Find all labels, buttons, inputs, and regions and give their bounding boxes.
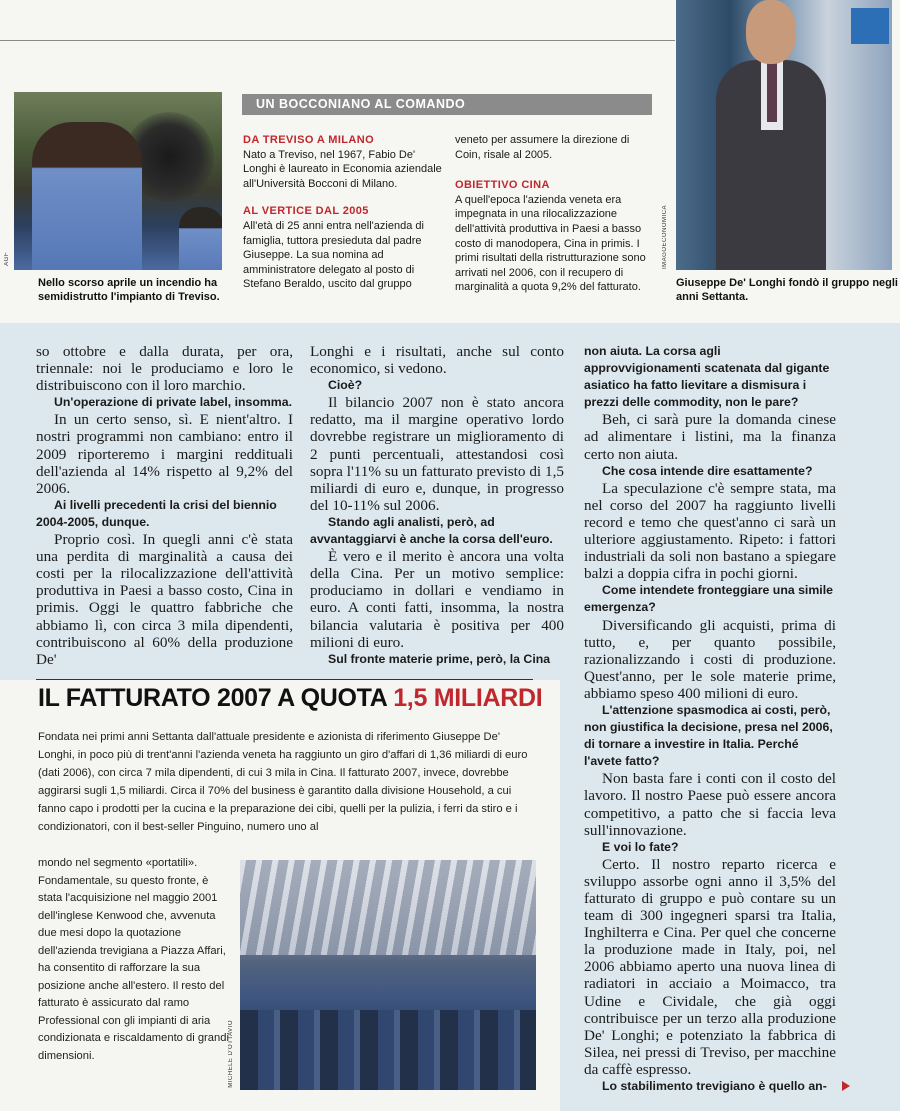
question: Cioè? <box>328 378 363 393</box>
question: Stando agli analisti, però, ad avvantaggiarvi è anche la corsa dell'euro. <box>310 514 553 547</box>
tie-shape <box>767 62 777 122</box>
worker-figure-2 <box>179 207 222 270</box>
headline-rule <box>36 679 533 680</box>
interview-column-1 <box>36 343 293 668</box>
sidebar-header-text: UN BOCCONIANO AL COMANDO <box>256 97 466 111</box>
answer-paragraph: Beh, ci sarà pure la domanda cinese ad alimentare i listini, ma la finanza certo non aiuta. <box>584 411 836 463</box>
article-headline <box>38 684 558 713</box>
question: Che cosa intende dire esattamente? <box>602 463 813 478</box>
factory-roof <box>240 860 536 955</box>
answer-paragraph: La speculazione c'è sempre stata, ma nel corso del 2007 ha raggiunto livelli record e temo che quest'anno ci sarà un ulteriore aggiustamento. Ripeto: i fattori industriali da soli non bastano a spiegare balzi a doppia cifra in pochi giorni. <box>584 479 836 583</box>
sidebar-section-text: Nato a Treviso, nel 1967, Fabio De' Longhi è laureato in Economia aziendale all'Università Bocconi di Milano. <box>243 148 442 190</box>
sidebar-col-right <box>455 133 655 295</box>
answer-paragraph: so ottobre e dalla durata, per ora, triennale: noi le produciamo e loro le distribuiscono con il loro marchio. <box>36 343 293 395</box>
interview-column-3 <box>584 343 836 1095</box>
continue-arrow-icon <box>842 1081 850 1091</box>
interview-column-2 <box>310 343 564 668</box>
answer-paragraph: Non basta fare i conti con il costo del lavoro. Il nostro Paese può essere ancora competitivo, a patto che si faccia leva sull'innovazione. <box>584 770 836 839</box>
sidebar-header <box>242 94 652 115</box>
factory-photo <box>240 860 536 1090</box>
portrait-caption: Giuseppe De' Longhi fondò il gruppo negli anni Settanta. <box>676 277 898 303</box>
sidebar-section-text: All'età di 25 anni entra nell'azienda di famiglia, tuttora presieduta dal padre Giuseppe. La sua nomina ad amministratore delegato al posto di Stefano Beraldo, uscito dal gruppo <box>243 219 424 291</box>
sidebar-section-title: OBIETTIVO CINA <box>455 179 550 192</box>
factory-floor <box>240 1010 536 1090</box>
answer-paragraph: Proprio così. In quegli anni c'è stata una perdita di marginalità a causa dei costi per la rilocalizzazione dell'attività produttiva in Paesi a basso costo, Cina in primis. Oggi le quattro fabbriche che abbiamo lì, con circa 3 mila dipendenti, contribuiscono al 60% della produzione De' <box>36 531 293 668</box>
question: L'attenzione spasmodica ai costi, però, non giustifica la decisione, presa nel 2006, di tornare a investire in Italia. Perché l'avete fatto? <box>584 702 833 769</box>
portrait-credit: IMAGOECONOMICA <box>662 205 668 270</box>
article-narrow-text: mondo nel segmento «portatili». Fondamentale, su questo fronte, è stata l'acquisizione nel maggio 2001 dell'inglese Kenwood che, avvenuta due mesi dopo la quotazione dell'azienda trevigiana a Piazza Affari, ha consentito di rafforzare la sua posizione anche all'estero. Il resto del fatturato è assicurato dal ramo Professional con gli impianti di aria condizionata e riscaldamento di grandi dimensioni. <box>38 857 229 1062</box>
question: Lo stabilimento trevigiano è quello an- <box>602 1079 827 1094</box>
answer-paragraph: Longhi e i risultati, anche sul conto economico, si vedono. <box>310 343 564 378</box>
sidebar-col-left <box>243 133 443 292</box>
portrait-photo <box>676 0 892 270</box>
top-rule <box>0 40 675 41</box>
fire-photo <box>14 92 222 270</box>
fire-photo-credit: AGF <box>4 252 10 266</box>
question: Un'operazione di private label, insomma. <box>54 395 292 410</box>
brand-sign <box>851 8 889 44</box>
sidebar-section-title: DA TREVISO A MILANO <box>243 134 375 146</box>
question: Ai livelli precedenti la crisi del biennio 2004-2005, dunque. <box>36 497 277 529</box>
answer-paragraph: Diversificando gli acquisti, prima di tutto, e, per quanto possibile, razionalizzando i costi di produzione. Quest'anno, per le sole materie prime, abbiamo speso 400 milioni di euro. <box>584 616 836 702</box>
worker-figure <box>32 122 142 270</box>
answer-paragraph: È vero e il merito è ancora una volta della Cina. Per un motivo semplice: produciamo in dollari e vendiamo in euro. A conti fatti, insomma, la nostra bilancia valutaria è positiva per 400 milioni di euro. <box>310 548 564 651</box>
answer-paragraph: Il bilancio 2007 non è stato ancora redatto, ma il margine operativo lordo dovrebbe registrare un miglioramento di 2 punti percentuali, attestandosi così sopra l'11% su un fatturato previsto di 1,5 miliardi di euro e, dunque, in progresso del 10-11% sul 2006. <box>310 394 564 514</box>
question: Sul fronte materie prime, però, la Cina <box>328 651 551 666</box>
answer-paragraph: In un certo senso, sì. E nient'altro. I nostri programmi non cambiano: entro il 2009 riporteremo i margini reddituali dell'azienda al 14% rispetto al 9,2% del 2006. <box>36 411 293 497</box>
question: E voi lo fate? <box>602 839 679 854</box>
sidebar-section-text: veneto per assumere la direzione di Coin, risale al 2005. <box>455 134 630 161</box>
article-wide-text: Fondata nei primi anni Settanta dall'attuale presidente e azionista di riferimento Giuseppe De' Longhi, in poco più di trent'anni l'azienda veneta ha raggiunto un giro d'affari di 1,36 miliardi di euro (dati 2006), con circa 7 mila dipendenti, di cui 3 mila in Cina. Il fatturato 2007, invece, dovrebbe aggirarsi sugli 1,5 miliardi. Circa il 70% del business è garantito dalla divisione Household, a cui fanno capo i prodotti per la cucina e la preparazione dei cibi, quelli per la pulizia, i ferri da stiro e i condizionatori, con il best-seller Pinguino, numero uno al <box>38 731 528 833</box>
head-shape <box>746 0 796 64</box>
sidebar-section-text: A quell'epoca l'azienda veneta era impegnata in una rilocalizzazione dell'attività produttiva in Paesi a basso costo di manodopera, Cina in primis. I primi risultati della ristrutturazione sono arrivati nel 2006, con il recupero di marginalità a quota 9,2% del fatturato. <box>455 193 646 294</box>
question: non aiuta. La corsa agli approvvigionamenti scatenata dal gigante asiatico ha fatto lievitare a dismisura i prezzi delle commodity, non le pare? <box>584 344 830 410</box>
question: Come intendete fronteggiare una simile emergenza? <box>584 583 833 615</box>
factory-photo-credit: MICHELE D'OTTAVIO <box>228 1020 234 1088</box>
headline-main: IL FATTURATO 2007 A QUOTA <box>38 684 394 712</box>
fire-caption: Nello scorso aprile un incendio ha semidistrutto l'impianto di Treviso. <box>38 277 220 303</box>
sidebar-section-title: AL VERTICE DAL 2005 <box>243 205 369 218</box>
headline-highlight: 1,5 MILIARDI <box>393 684 543 712</box>
answer-paragraph: Certo. Il nostro reparto ricerca e sviluppo assorbe ogni anno il 3,5% del fatturato di gruppo e può contare su un team di 300 ingegneri sparsi tra Italia, Inghilterra e Cina. Per quel che concerne la produzione made in Italy, poi, nel 2006 abbiamo aperto una nuova linea di radiatori in acciaio a Moimacco, tra Udine e Cividale, che già oggi contribuisce per un terzo alla produzione De' Longhi; e potenziato la fabbrica di Silea, nei pressi di Treviso, per macchine da caffè espresso. <box>584 855 836 1078</box>
